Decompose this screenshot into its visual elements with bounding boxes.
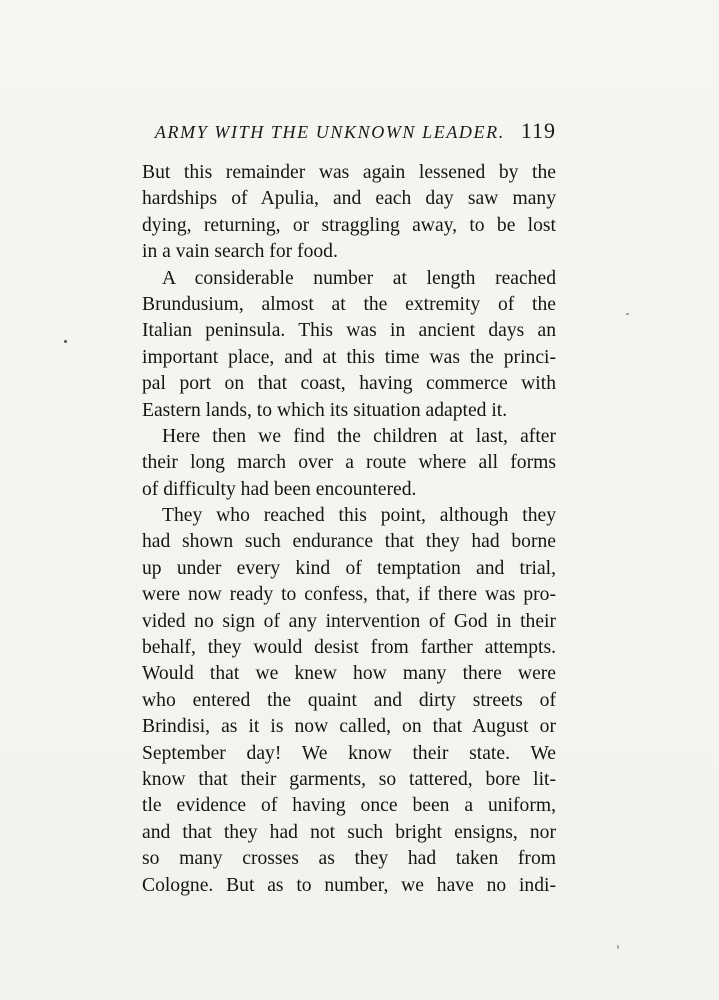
- text-line: Here then we find the children at last, after: [162, 425, 556, 447]
- text-line: know that their garments, so tattered, bore lit-: [142, 768, 556, 790]
- text-line: vided no sign of any intervention of God in their: [142, 610, 556, 632]
- body-text: [142, 160, 556, 899]
- text-line: hardships of Apulia, and each day saw many: [142, 188, 556, 210]
- text-line: important place, and at this time was the princi-: [142, 346, 556, 368]
- text-line: their long march over a route where all forms: [142, 452, 556, 474]
- text-line: up under every kind of temptation and trial,: [142, 557, 556, 579]
- text-line: Italian peninsula. This was in ancient days an: [142, 320, 556, 342]
- text-line: had shown such endurance that they had borne: [142, 531, 556, 553]
- text-line: in a vain search for food.: [142, 241, 338, 263]
- text-line: September day! We know their state. We: [142, 742, 556, 764]
- text-line: so many crosses as they had taken from: [142, 848, 556, 870]
- text-line: of difficulty had been encountered.: [142, 478, 417, 500]
- page-number: 119: [520, 118, 556, 143]
- text-line: They who reached this point, although they: [162, 505, 556, 527]
- text-line: Cologne. But as to number, we have no indi-: [142, 874, 556, 896]
- text-line: were now ready to confess, that, if there was pro-: [142, 584, 556, 606]
- text-line: Brindisi, as it is now called, on that August or: [142, 716, 556, 738]
- text-line: dying, returning, or straggling away, to be lost: [142, 214, 556, 236]
- text-line: Eastern lands, to which its situation adapted it.: [142, 399, 508, 421]
- text-line: pal port on that coast, having commerce with: [142, 373, 556, 395]
- scan-speck: [64, 340, 67, 343]
- text-line: tle evidence of having once been a uniform,: [142, 795, 556, 817]
- text-line: Would that we knew how many there were: [142, 663, 556, 685]
- text-line: A considerable number at length reached: [162, 267, 556, 289]
- text-line: who entered the quaint and dirty streets of: [142, 689, 556, 711]
- scan-speck: [626, 313, 629, 315]
- text-line: But this remainder was again lessened by the: [142, 162, 556, 183]
- text-line: behalf, they would desist from farther attempts.: [142, 637, 556, 659]
- text-line: Brundusium, almost at the extremity of the: [142, 293, 556, 315]
- running-head: [140, 118, 556, 145]
- text-line: and that they had not such bright ensigns, nor: [142, 821, 556, 843]
- scan-speck: [617, 945, 619, 949]
- running-title: ARMY WITH THE UNKNOWN LEADER.: [154, 122, 505, 142]
